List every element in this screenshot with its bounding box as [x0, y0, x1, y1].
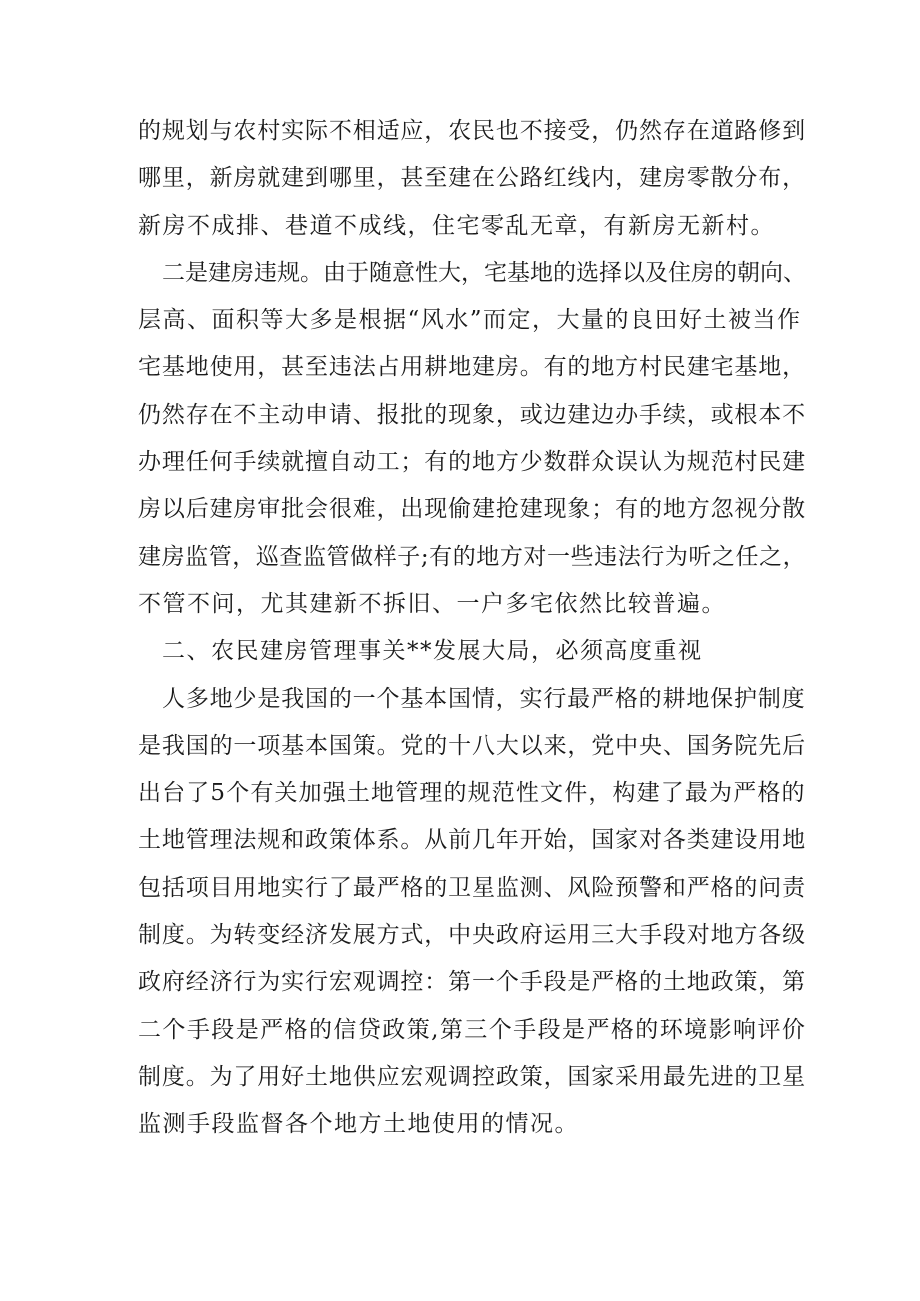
text-line: 政府经济行为实行宏观调控：第一个手段是严格的土地政策，第 — [138, 969, 806, 996]
text-line: 不管不问，尤其建新不拆旧、一户多宅依然比较普遍。 — [138, 590, 726, 617]
text-line: 出台了5个有关加强土地管理的规范性文件，构建了最为严格的 — [138, 780, 806, 807]
text-line: 二个手段是严格的信贷政策,第三个手段是严格的环境影响评价 — [138, 1016, 807, 1043]
text-line: 人多地少是我国的一个基本国情，实行最严格的耕地保护制度 — [162, 685, 806, 712]
text-line: 哪里，新房就建到哪里，甚至建在公路红线内，建房零散分布， — [138, 165, 806, 192]
text-line: 制度。为了用好土地供应宏观调控政策，国家采用最先进的卫星 — [138, 1063, 806, 1090]
text-line: 土地管理法规和政策体系。从前几年开始，国家对各类建设用地 — [138, 827, 806, 854]
text-line: 包括项目用地实行了最严格的卫星监测、风险预警和严格的问责 — [138, 874, 806, 901]
text-line: 宅基地使用，甚至违法占用耕地建房。有的地方村民建宅基地， — [138, 354, 806, 381]
document-body — [138, 108, 807, 1149]
text-line: 仍然存在不主动申请、报批的现象，或边建边办手续，或根本不 — [138, 401, 806, 428]
text-line: 层高、面积等大多是根据“风水”而定，大量的良田好土被当作 — [138, 307, 802, 334]
text-line: 办理任何手续就擅自动工；有的地方少数群众误认为规范村民建 — [138, 449, 806, 476]
text-line: 的规划与农村实际不相适应，农民也不接受，仍然存在道路修到 — [138, 118, 806, 144]
text-line: 二是建房违规。由于随意性大，宅基地的选择以及住房的朝向、 — [162, 259, 806, 286]
text-line: 监测手段监督各个地方土地使用的情况。 — [138, 1111, 579, 1138]
text-line: 是我国的一项基本国策。党的十八大以来，党中央、国务院先后 — [138, 732, 806, 759]
text-line: 房以后建房审批会很难，出现偷建抢建现象；有的地方忽视分散 — [138, 496, 806, 523]
text-line: 建房监管，巡查监管做样子;有的地方对一些违法行为听之任之， — [138, 543, 807, 570]
text-line: 新房不成排、巷道不成线，住宅零乱无章，有新房无新村。 — [138, 212, 775, 239]
text-line: 制度。为转变经济发展方式，中央政府运用三大手段对地方各级 — [138, 922, 806, 949]
text-line: 二、农民建房管理事关**发展大局，必须高度重视 — [162, 638, 703, 665]
